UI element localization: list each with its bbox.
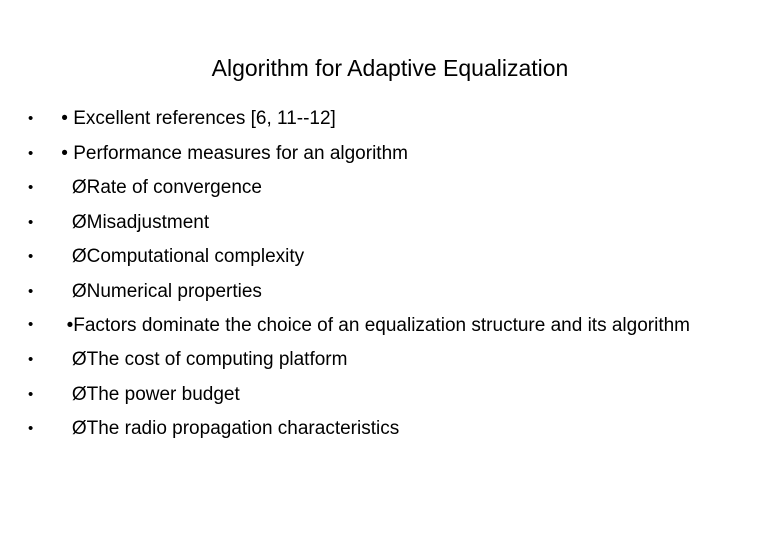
bullet-icon: •	[28, 385, 34, 403]
bullet-icon: •	[28, 144, 34, 162]
bullet-icon: •	[28, 248, 34, 265]
bullet-list	[28, 102, 748, 447]
bullet-item	[28, 171, 748, 206]
bullet-item	[28, 309, 748, 343]
bullet-item	[28, 240, 748, 275]
bullet-item	[28, 412, 748, 447]
bullet-item	[28, 343, 748, 378]
bullet-text: ØThe cost of computing platform	[56, 349, 348, 370]
bullet-icon: •	[28, 351, 34, 368]
bullet-item	[28, 137, 748, 172]
bullet-icon: •	[28, 179, 34, 196]
bullet-icon: •	[28, 316, 34, 333]
bullet-text: ØThe power budget	[56, 383, 240, 405]
bullet-item	[28, 206, 748, 241]
bullet-item	[28, 102, 748, 137]
bullet-item	[28, 378, 748, 413]
bullet-icon: •	[28, 420, 34, 437]
bullet-text: ØComputational complexity	[56, 246, 305, 267]
bullet-text: • Performance measures for an algorithm	[56, 142, 408, 164]
slide-title: Algorithm for Adaptive Equalization	[211, 55, 569, 81]
bullet-text: ØRate of convergence	[56, 177, 262, 198]
bullet-icon: •	[28, 110, 34, 127]
bullet-icon: •	[28, 213, 34, 231]
bullet-text: ØNumerical properties	[56, 280, 262, 302]
bullet-text: ØThe radio propagation characteristics	[56, 418, 400, 439]
bullet-item	[28, 275, 748, 310]
bullet-text: ØMisadjustment	[56, 211, 210, 233]
bullet-icon: •	[28, 282, 34, 300]
bullet-text: •Factors dominate the choice of an equalization structure and its algorithm	[56, 315, 690, 336]
bullet-text: • Excellent references [6, 11--12]	[56, 108, 336, 129]
